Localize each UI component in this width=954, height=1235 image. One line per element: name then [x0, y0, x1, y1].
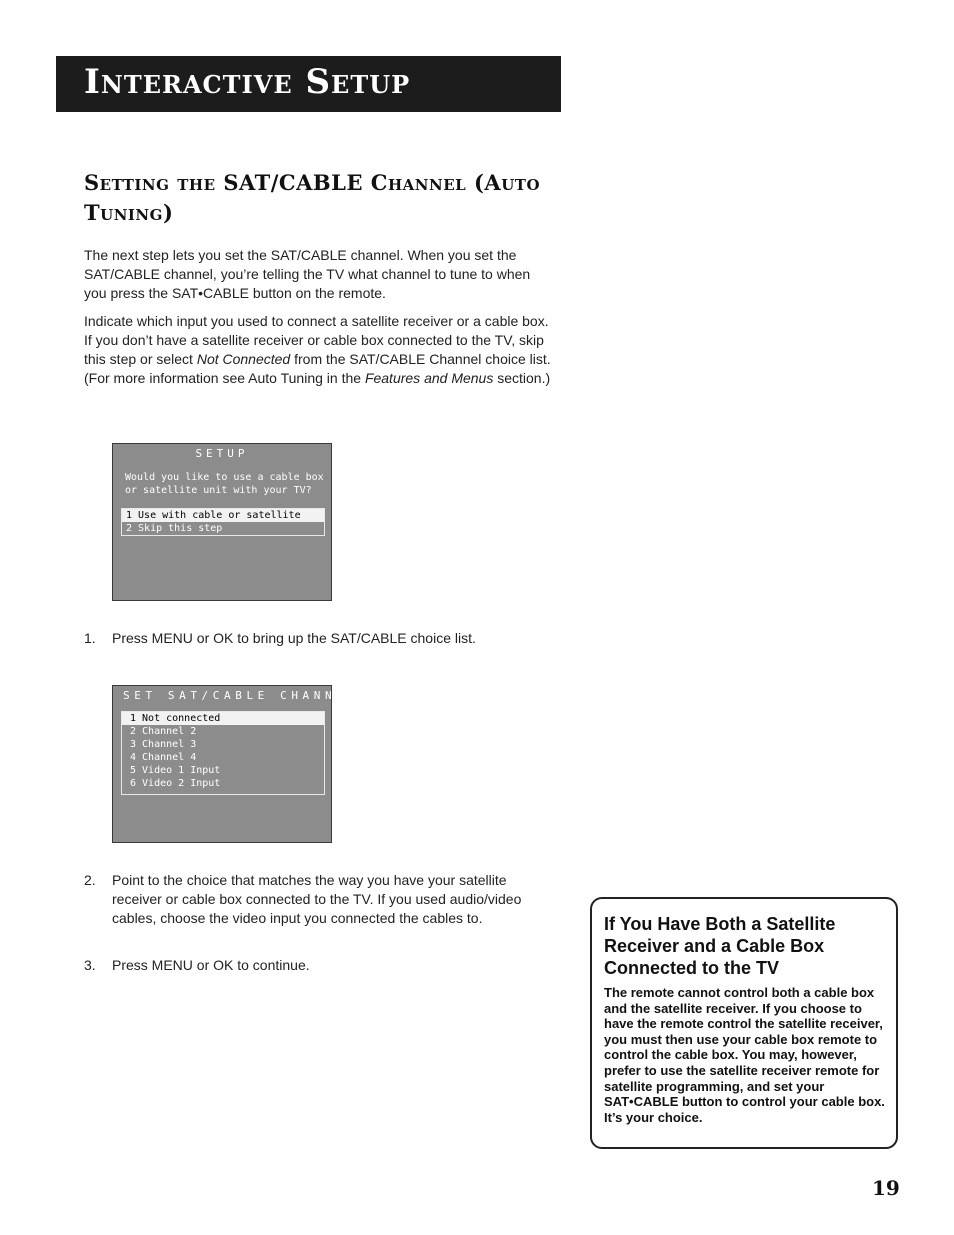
sidebar-heading: If You Have Both a Satellite Receiver and a Cable Box Connected to the TV [604, 914, 836, 978]
step-text: Press MENU or OK to continue. [112, 957, 310, 973]
step-number: 2. [84, 872, 96, 888]
header-bar [56, 56, 561, 112]
para2-text-b: from the SAT/CABLE Channel choice list. (For more information see Auto Tuning in the [84, 351, 551, 386]
section-title: Setting the SAT/CABLE Channel (Auto Tuning) [84, 170, 541, 225]
intro-paragraph-2 [84, 312, 554, 388]
option-use-cable-satellite[interactable]: 1 Use with cable or satellite [122, 509, 324, 522]
page-header-title: Interactive Setup [84, 62, 411, 102]
option-video-1-input[interactable]: 5 Video 1 Input [130, 765, 221, 776]
option-channel-2[interactable]: 2 Channel 2 [130, 726, 197, 737]
sat-cable-screen-title: SET SAT/CABLE CHANNEL [123, 689, 359, 702]
para2-italic-not-connected: Not Connected [196, 351, 291, 367]
step-text: Point to the choice that matches the way you have your satellite receiver or cable box connected to the TV. If you used audio/video cables, choose the video input you connected the cables to. [112, 872, 522, 926]
step-number: 1. [84, 630, 96, 646]
intro-paragraph-1: The next step lets you set the SAT/CABLE channel. When you set the SAT/CABLE channel, you’re telling the TV what channel to tune to when you press the SAT•CABLE button on the remote. [84, 247, 531, 301]
sidebar-note-box [590, 897, 898, 1149]
para2-italic-features-menus: Features and Menus [364, 370, 494, 386]
setup-screen-title: SETUP [195, 447, 249, 460]
option-skip-step[interactable]: 2 Skip this step [126, 523, 223, 534]
setup-screen-question: Would you like to use a cable box or satellite unit with your TV? [125, 472, 324, 496]
step-text: Press MENU or OK to bring up the SAT/CABLE choice list. [112, 630, 476, 646]
setup-screen [112, 443, 332, 601]
para2-text-a: Indicate which input you used to connect a satellite receiver or a cable box. If you don’t have a satellite receiver or cable box connected to the TV, skip this step or select [84, 313, 549, 367]
setup-option-list [121, 508, 325, 536]
option-video-2-input[interactable]: 6 Video 2 Input [130, 778, 221, 789]
option-channel-3[interactable]: 3 Channel 3 [130, 739, 197, 750]
option-channel-4[interactable]: 4 Channel 4 [130, 752, 197, 763]
page-number: 19 [872, 1176, 900, 1200]
para2-text-c: section.) [493, 370, 551, 386]
sat-cable-channel-screen [112, 685, 359, 843]
sat-cable-option-list [121, 711, 325, 795]
sidebar-text: The remote cannot control both a cable box and the satellite receiver. If you choose to have the remote control the satellite receiver, you must then use your cable box remote to control the cable box. You may, however, prefer to use the satellite receiver remote for satellite programming, and set your SAT•CABLE button to control your cable box. It’s your choice. [604, 985, 885, 1125]
step-number: 3. [84, 957, 96, 973]
option-not-connected[interactable]: 1 Not connected [122, 712, 324, 725]
